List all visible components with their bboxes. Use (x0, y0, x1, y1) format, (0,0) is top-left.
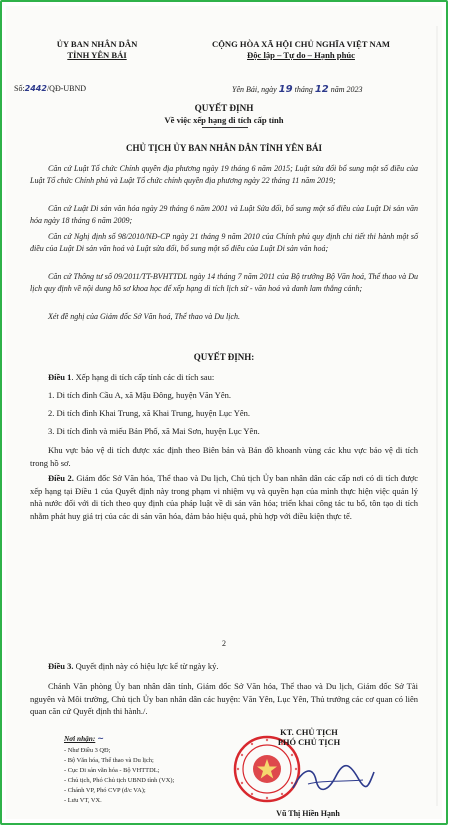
date-mid: tháng (294, 85, 313, 94)
preamble-1: Căn cứ Luật Tổ chức Chính quyền địa phương ngày 19 tháng 6 năm 2015; Luật sửa đổi bổ sung một số điều của Luật Tổ chức Chính phủ và Luật Tổ chức chính quyền địa phương ngày 22 tháng 11 năm 2019; (30, 164, 418, 185)
recipient-item: - Chánh VP, Phó CVP (đ/c VA); (64, 787, 146, 794)
country-name: CỘNG HÒA XÃ HỘI CHỦ NGHĨA VIỆT NAM (211, 39, 391, 49)
preamble-5: Xét đề nghị của Giám đốc Sở Văn hoá, Thể thao và Du lịch. (48, 312, 241, 321)
issuing-organization (42, 39, 152, 61)
preamble-4: Căn cứ Thông tư số 09/2011/TT-BVHTTDL ngày 14 tháng 7 năm 2011 của Bộ trưởng Bộ Văn hoá, Thể thao và Du lịch quy định về nội dung hồ sơ khoa học để xếp hạng di tích lịch sử - văn hoá và danh lam thắng cảnh; (30, 272, 418, 293)
recipient-item: - Cục Di sản văn hóa - Bộ VHTTDL; (64, 767, 160, 774)
subtitle-rest: xếp hạng di tích cấp tỉnh (193, 115, 284, 125)
document-title: QUYẾT ĐỊNH (194, 103, 254, 113)
article-1-item-2: 2. Di tích đình Khai Trung, xã Khai Trung, huyện Lục Yên. (48, 408, 251, 418)
document-page (6, 6, 442, 819)
title-underline (202, 127, 248, 128)
article-3-executors: Chánh Văn phòng Ủy ban nhân dân tỉnh, Giám đốc Sở Văn hóa, Thể thao và Du lịch, Giám đốc Sở Tài nguyên và Môi trường, Chủ tịch Ủy ban nhân dân các huyện: Văn Yên, Lục Yên, Thủ trưởng các cơ quan có liên quan căn cứ Quyết định thi hành./. (30, 681, 418, 717)
article-1-item-3: 3. Di tích đình và miếu Bản Phố, xã Mai Sơn, huyện Lục Yên. (48, 426, 260, 436)
national-motto (176, 39, 426, 61)
date-prefix: Yên Bái, ngày (232, 85, 277, 94)
number-prefix: Số: (14, 84, 25, 93)
document-date (232, 84, 363, 95)
page-number: 2 (222, 639, 226, 648)
article-1-note: Khu vực bảo vệ di tích được xác định theo Biên bản và Bản đồ khoanh vùng các khu vực bảo vệ di tích trong hồ sơ. (30, 445, 418, 468)
recipient-item: - Như Điều 3 QĐ; (64, 747, 111, 754)
preamble-3: Căn cứ Nghị định số 98/2010/NĐ-CP ngày 21 tháng 9 năm 2010 của Chính phủ quy định chi tiết thi hành một số điều của Luật Di sản văn hoá và Luật sửa đổi, bổ sung một số điều của Luật Di sản văn hoá; (30, 232, 418, 253)
handwritten-mark: ~ (97, 734, 104, 743)
signer-name: Vũ Thị Hiền Hạnh (276, 809, 340, 818)
article-1-item-1: 1. Di tích đình Cầu A, xã Mậu Đông, huyện Văn Yên. (48, 390, 231, 400)
article-3: Điều 3. Quyết định này có hiệu lực kể từ ngày ký. (48, 661, 219, 671)
subtitle-prefix: Về việc (164, 115, 191, 125)
document-subtitle (6, 115, 442, 125)
handwritten-number: 2442 (24, 84, 47, 93)
article-1: Điều 1. Xếp hạng di tích cấp tỉnh các di tích sau: (48, 372, 215, 382)
article-2: Điều 2. Giám đốc Sở Văn hóa, Thể thao và Du lịch, Chủ tịch Ủy ban nhân dân các cấp nơi có di tích được xếp hạng tại Điều 1 của Quyết định này trong phạm vi nhiệm vụ và quyền hạn của mình thực hiện việc quản lý nhà nước đối với di tích theo quy định của pháp luật về di sản văn hóa; triển khai công tác tu bổ, tôn tạo di tích nhằm phát huy giá trị của các di sản văn hóa, đảm bảo hiệu quả, phù hợp với điều kiện thực tế. (30, 473, 419, 521)
preamble-2: Căn cứ Luật Di sản văn hóa ngày 29 tháng 6 năm 2001 và Luật Sửa đổi, bổ sung một số điều của Luật Di sản văn hóa ngày 18 tháng 6 năm 2009; (30, 204, 418, 225)
number-suffix: /QĐ-UBND (46, 84, 87, 93)
recipients-list (64, 746, 174, 806)
recipients-title: Nơi nhận: ~ (64, 734, 104, 743)
org-line-1: ỦY BAN NHÂN DÂN (56, 39, 138, 49)
date-month: 12 (314, 84, 329, 95)
motto-line: Độc lập – Tự do – Hạnh phúc (247, 50, 355, 60)
decision-heading: QUYẾT ĐỊNH: (193, 352, 255, 362)
recipient-item: - Bộ Văn hóa, Thể thao và Du lịch; (64, 757, 154, 764)
document-number (14, 84, 86, 93)
date-suffix: năm 2023 (330, 85, 363, 94)
signature-line-2: PHÓ CHỦ TỊCH (277, 738, 341, 747)
date-day: 19 (278, 84, 293, 95)
article-2-label: Điều 2. (48, 473, 74, 483)
issuing-authority: CHỦ TỊCH ỦY BAN NHÂN DÂN TỈNH YÊN BÁI (125, 143, 323, 153)
recipient-item: - Chủ tịch, Phó Chủ tịch UBND tỉnh (VX); (64, 777, 175, 784)
handwritten-signature-icon (288, 758, 378, 798)
signature-title (254, 728, 364, 748)
signature-line-1: KT. CHỦ TỊCH (280, 728, 338, 737)
article-3-label: Điều 3. (48, 661, 74, 671)
article-1-label: Điều 1 (48, 372, 72, 382)
recipient-item: - Lưu VT, VX. (64, 797, 102, 804)
org-line-2: TỈNH YÊN BÁI (67, 50, 127, 60)
